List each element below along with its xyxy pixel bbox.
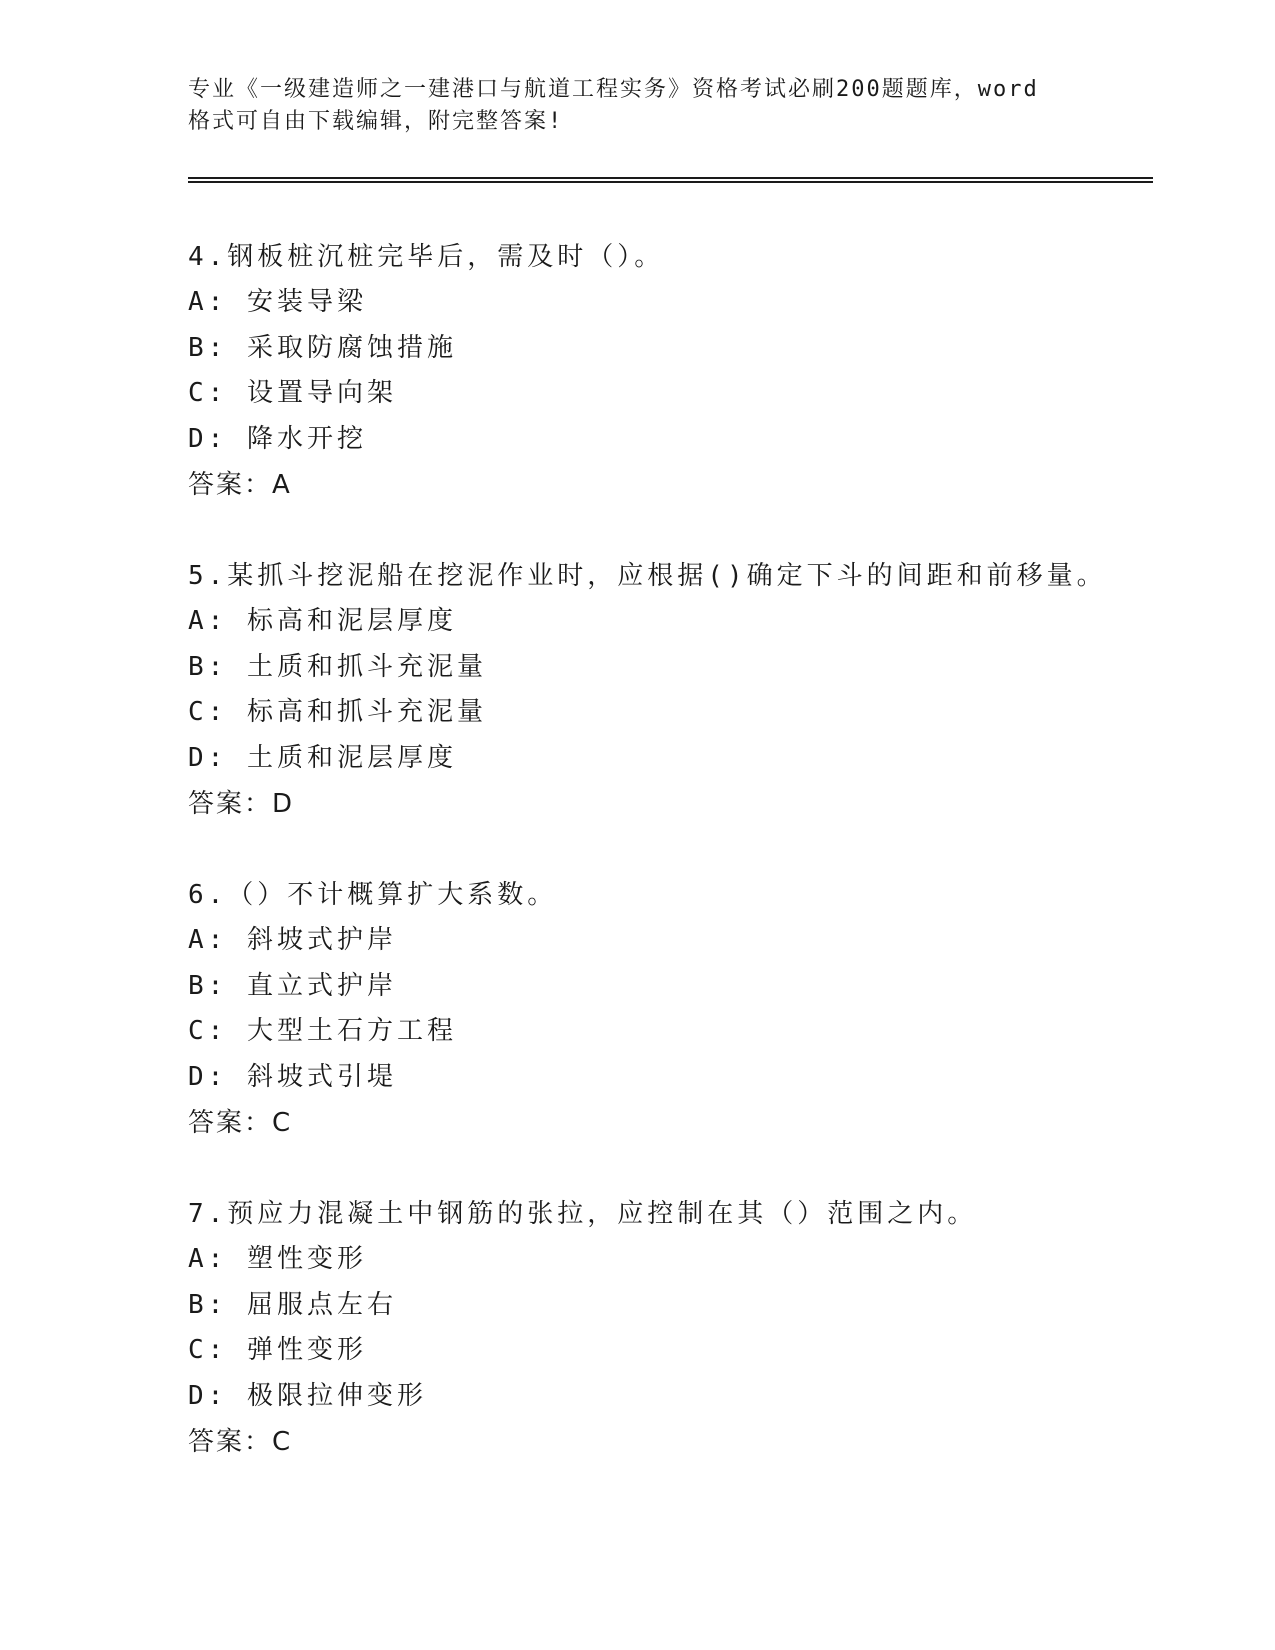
question-stem: 7.预应力混凝土中钢筋的张拉，应控制在其（）范围之内。 — [188, 1199, 978, 1229]
option-c: C: 设置导向架 — [188, 378, 397, 408]
header-line-2: 格式可自由下载编辑，附完整答案! — [188, 109, 564, 134]
option-c: C: 大型土石方工程 — [188, 1016, 457, 1046]
header-divider — [188, 177, 1153, 183]
option-d: D: 斜坡式引堤 — [188, 1061, 397, 1092]
answer-line: 答案：C — [188, 1108, 293, 1138]
answer-line: 答案：C — [188, 1427, 293, 1457]
option-c: C: 弹性变形 — [188, 1335, 367, 1365]
header-line-1: 专业《一级建造师之一建港口与航道工程实务》资格考试必刷200题题库，word — [188, 77, 1039, 102]
answer-line: 答案：A — [188, 470, 292, 500]
option-b: B: 土质和抓斗充泥量 — [188, 651, 487, 682]
question-block — [188, 872, 1148, 1146]
option-b: B: 直立式护岸 — [188, 970, 397, 1001]
option-b: B: 屈服点左右 — [188, 1289, 397, 1320]
option-d: D: 降水开挖 — [188, 423, 367, 454]
question-block — [188, 1191, 1148, 1465]
option-a: A: 标高和泥层厚度 — [188, 606, 457, 636]
option-d: D: 土质和泥层厚度 — [188, 742, 457, 773]
question-stem: 4.钢板桩沉桩完毕后，需及时（）。 — [188, 242, 665, 272]
question-stem: 5.某抓斗挖泥船在挖泥作业时，应根据()确定下斗的间距和前移量。 — [188, 561, 1107, 591]
document-header — [188, 74, 1068, 138]
option-c: C: 标高和抓斗充泥量 — [188, 697, 487, 727]
question-block — [188, 553, 1148, 827]
question-stem: 6.（）不计概算扩大系数。 — [188, 880, 558, 910]
option-d: D: 极限拉伸变形 — [188, 1380, 427, 1411]
option-b: B: 采取防腐蚀措施 — [188, 332, 457, 363]
option-a: A: 斜坡式护岸 — [188, 925, 397, 955]
option-a: A: 安装导梁 — [188, 287, 367, 317]
option-a: A: 塑性变形 — [188, 1244, 367, 1274]
question-block — [188, 234, 1148, 508]
answer-line: 答案：D — [188, 789, 295, 819]
